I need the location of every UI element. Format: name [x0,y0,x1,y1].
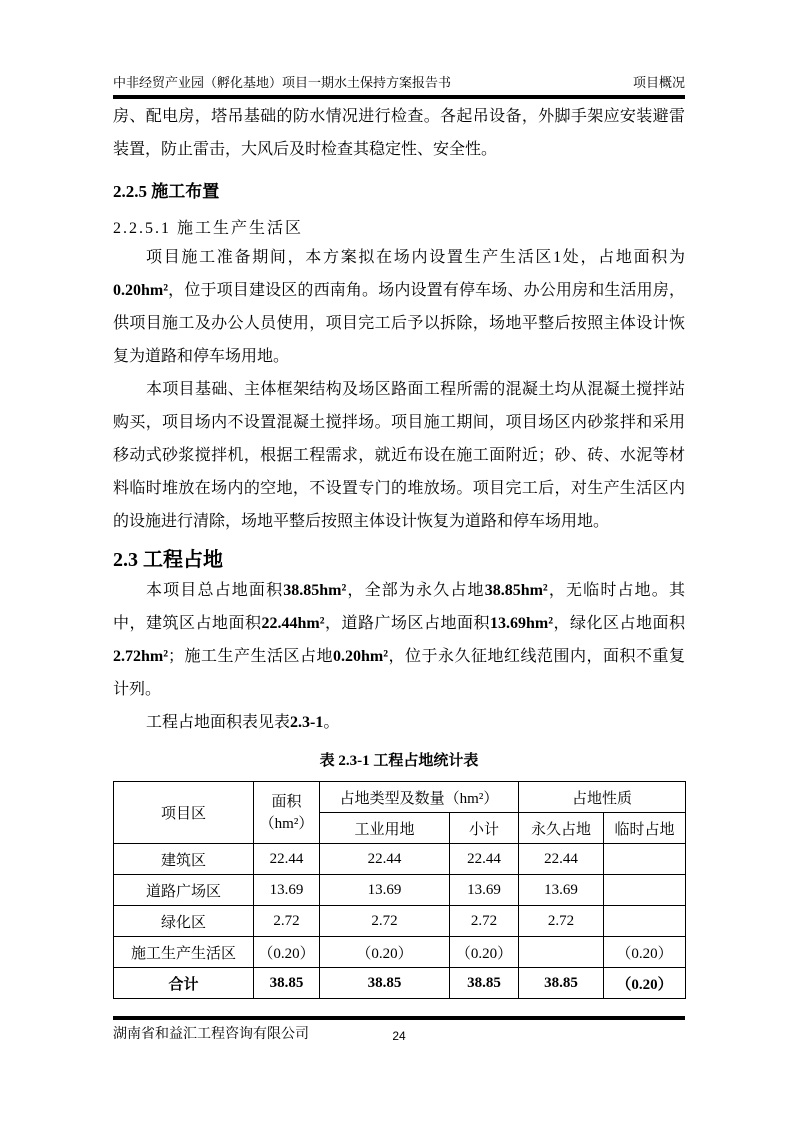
table-cell-industrial: 2.72 [320,906,450,937]
inline-value: 38.85hm² [283,582,347,599]
table-caption: 表 2.3-1 工程占地统计表 [319,753,479,769]
inline-value: 2.3-1 [290,714,324,731]
table-cell-industrial: 13.69 [320,875,450,906]
column-header-area [254,782,320,844]
inline-value: 2.72hm² [113,648,169,665]
column-header-industrial: 工业用地 [320,813,450,844]
heading-2-3: 2.3 工程占地 [113,549,223,571]
table-cell-temporary: （0.20） [604,968,686,999]
table-cell-area: （0.20） [254,937,320,968]
land-occupation-table [113,781,686,999]
table-cell-permanent: 22.44 [519,844,604,875]
page-number: 24 [392,1029,406,1043]
inline-text: 工程占地面积表见表 [146,714,291,731]
column-header-area-unit: （hm²） [259,815,314,832]
table-cell-area: 13.69 [254,875,320,906]
column-group-land-nature: 占地性质 [519,782,686,813]
column-header-subtotal: 小计 [450,813,519,844]
table-cell-subtotal: 13.69 [450,875,519,906]
inline-text: ，位于永久征地红线范围内，面积不重复计列。 [113,648,685,698]
inline-value: 0.20hm² [333,648,389,665]
column-header-project: 项目区 [114,782,254,844]
header-rule [113,95,685,99]
inline-text: 本项目总占地面积 [146,582,284,599]
table-cell-area: 22.44 [254,844,320,875]
land-table-body [114,844,686,999]
inline-value: 0.20hm² [113,282,169,299]
inline-text: 。 [323,714,340,731]
table-cell-industrial: 38.85 [320,968,450,999]
inline-text: ，无临时占地。其中，建筑区占地面积 [113,582,685,632]
paragraph-continuation: 房、配电房，塔吊基础的防水情况进行检查。各起吊设备，外脚手架应安装避雷装置，防止雷击，大风后及时检查其稳定性、安全性。 [113,108,685,158]
table-cell-name: 施工生产生活区 [114,937,254,968]
table-cell-temporary [604,875,686,906]
footer-company-name: 湖南省和益汇工程咨询有限公司 [113,1027,309,1042]
inline-value: 13.69hm² [489,615,553,632]
table-cell-subtotal: （0.20） [450,937,519,968]
inline-text: ，全部为永久占地 [346,582,485,599]
paragraph-table-reference [113,706,685,739]
paragraph-total-area [113,574,685,706]
inline-text: 项目施工准备期间，本方案拟在场内设置生产生活区1处，占地面积为 [146,249,685,266]
column-header-area-label: 面积 [271,793,302,810]
table-cell-industrial: 22.44 [320,844,450,875]
table-cell-permanent [519,937,604,968]
table-cell-name: 绿化区 [114,906,254,937]
page-header [113,72,685,99]
column-header-permanent: 永久占地 [519,813,604,844]
table-row [114,875,686,906]
inline-text: ，绿化区占地面积 [553,615,685,632]
table-cell-temporary [604,844,686,875]
table-cell-area: 38.85 [254,968,320,999]
inline-value: 22.44hm² [261,615,325,632]
header-report-title: 中非经贸产业园（孵化基地）项目一期水土保持方案报告书 [113,75,452,90]
column-header-temporary: 临时占地 [604,813,686,844]
header-chapter-label: 项目概况 [632,75,685,90]
heading-2-2-5-1: 2.2.5.1 施工生产生活区 [113,220,304,237]
table-cell-permanent: 13.69 [519,875,604,906]
page-footer [113,1016,685,1047]
document-body [113,100,685,999]
paragraph-site-area [113,241,685,373]
table-header [114,782,686,844]
table-row [114,906,686,937]
table-cell-subtotal: 38.85 [450,968,519,999]
table-cell-area: 2.72 [254,906,320,937]
table-row [114,937,686,968]
table-cell-subtotal: 22.44 [450,844,519,875]
inline-text: ；施工生产生活区占地 [168,648,333,665]
table-cell-temporary: （0.20） [604,937,686,968]
inline-value: 38.85hm² [484,582,548,599]
table-cell-name: 建筑区 [114,844,254,875]
inline-text: ，位于项目建设区的西南角。场内设置有停车场、办公用房和生活用房，供项目施工及办公人员使用，项目完工后予以拆除，场地平整后按照主体设计恢复为道路和停车场用地。 [113,282,685,365]
table-cell-permanent: 38.85 [519,968,604,999]
table-cell-subtotal: 2.72 [450,906,519,937]
table-cell-name: 合计 [114,968,254,999]
table-cell-temporary [604,906,686,937]
table-cell-name: 道路广场区 [114,875,254,906]
heading-2-2-5: 2.2.5 施工布置 [113,182,220,201]
table-cell-permanent: 2.72 [519,906,604,937]
table-row [114,968,686,999]
table-cell-industrial: （0.20） [320,937,450,968]
table-row [114,844,686,875]
inline-text: ，道路广场区占地面积 [324,615,490,632]
paragraph-concrete: 本项目基础、主体框架结构及场区路面工程所需的混凝土均从混凝土搅拌站购买，项目场内不设置混凝土搅拌场。项目施工期间，项目场区内砂浆拌和采用移动式砂浆搅拌机，根据工程需求，就近布设在施工面附近；砂、砖、水泥等材料临时堆放在场内的空地，不设置专门的堆放场。项目完工后，对生产生活区内的设施进行清除，场地平整后按照主体设计恢复为道路和停车场用地。 [113,381,685,530]
column-group-land-type: 占地类型及数量（hm²） [320,782,519,813]
